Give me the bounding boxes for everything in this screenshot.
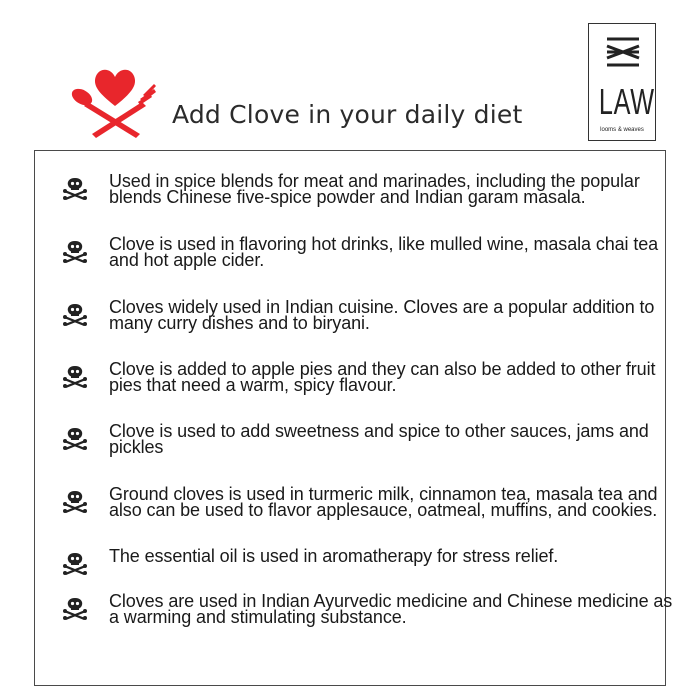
list-item-line-2: blends Chinese five-spice powder and Indian garam masala.: [109, 187, 586, 207]
list-item-line-2: pies that need a warm, spicy flavour.: [109, 375, 397, 395]
brand-logo: [588, 23, 656, 141]
list-item-line-2: also can be used to flavor applesauce, oatmeal, muffins, and cookies.: [109, 500, 658, 520]
skull-crossbones-icon: [62, 176, 88, 200]
brand-word: LAW: [598, 81, 655, 122]
list-item-line-2: pickles: [109, 437, 164, 457]
page-title: Add Clove in your daily diet: [172, 100, 523, 129]
skull-crossbones-icon: [62, 551, 88, 575]
skull-crossbones-icon: [62, 489, 88, 513]
list-item-line-1: Clove is added to apple pies and they can also be added to other fruit: [109, 359, 656, 379]
list-item-line-2: a warming and stimulating substance.: [109, 607, 407, 627]
heart-spoon-fork-icon: [70, 64, 160, 139]
list-item-line-1: Cloves widely used in Indian cuisine. Cloves are a popular addition to: [109, 297, 655, 317]
skull-crossbones-icon: [62, 302, 88, 326]
weave-mark-icon: [606, 36, 640, 68]
skull-crossbones-icon: [62, 426, 88, 450]
list-item-line-1: Used in spice blends for meat and marinades, including the popular: [109, 171, 640, 191]
list-item-line-2: and hot apple cider.: [109, 250, 265, 270]
skull-crossbones-icon: [62, 596, 88, 620]
skull-crossbones-icon: [62, 364, 88, 388]
uses-list-panel: [34, 150, 673, 686]
skull-crossbones-icon: [62, 239, 88, 263]
list-item-line-1: Ground cloves is used in turmeric milk, cinnamon tea, masala tea and: [109, 484, 658, 504]
list-item-line-1: The essential oil is used in aromatherapy for stress relief.: [109, 546, 559, 566]
list-item-line-1: Clove is used in flavoring hot drinks, like mulled wine, masala chai tea: [109, 234, 659, 254]
brand-tagline: looms & weaves: [600, 127, 644, 133]
list-item-line-2: many curry dishes and to biryani.: [109, 313, 370, 333]
list-item-line-1: Clove is used to add sweetness and spice to other sauces, jams and: [109, 421, 649, 441]
list-item-line-1: Cloves are used in Indian Ayurvedic medicine and Chinese medicine as: [109, 591, 673, 611]
